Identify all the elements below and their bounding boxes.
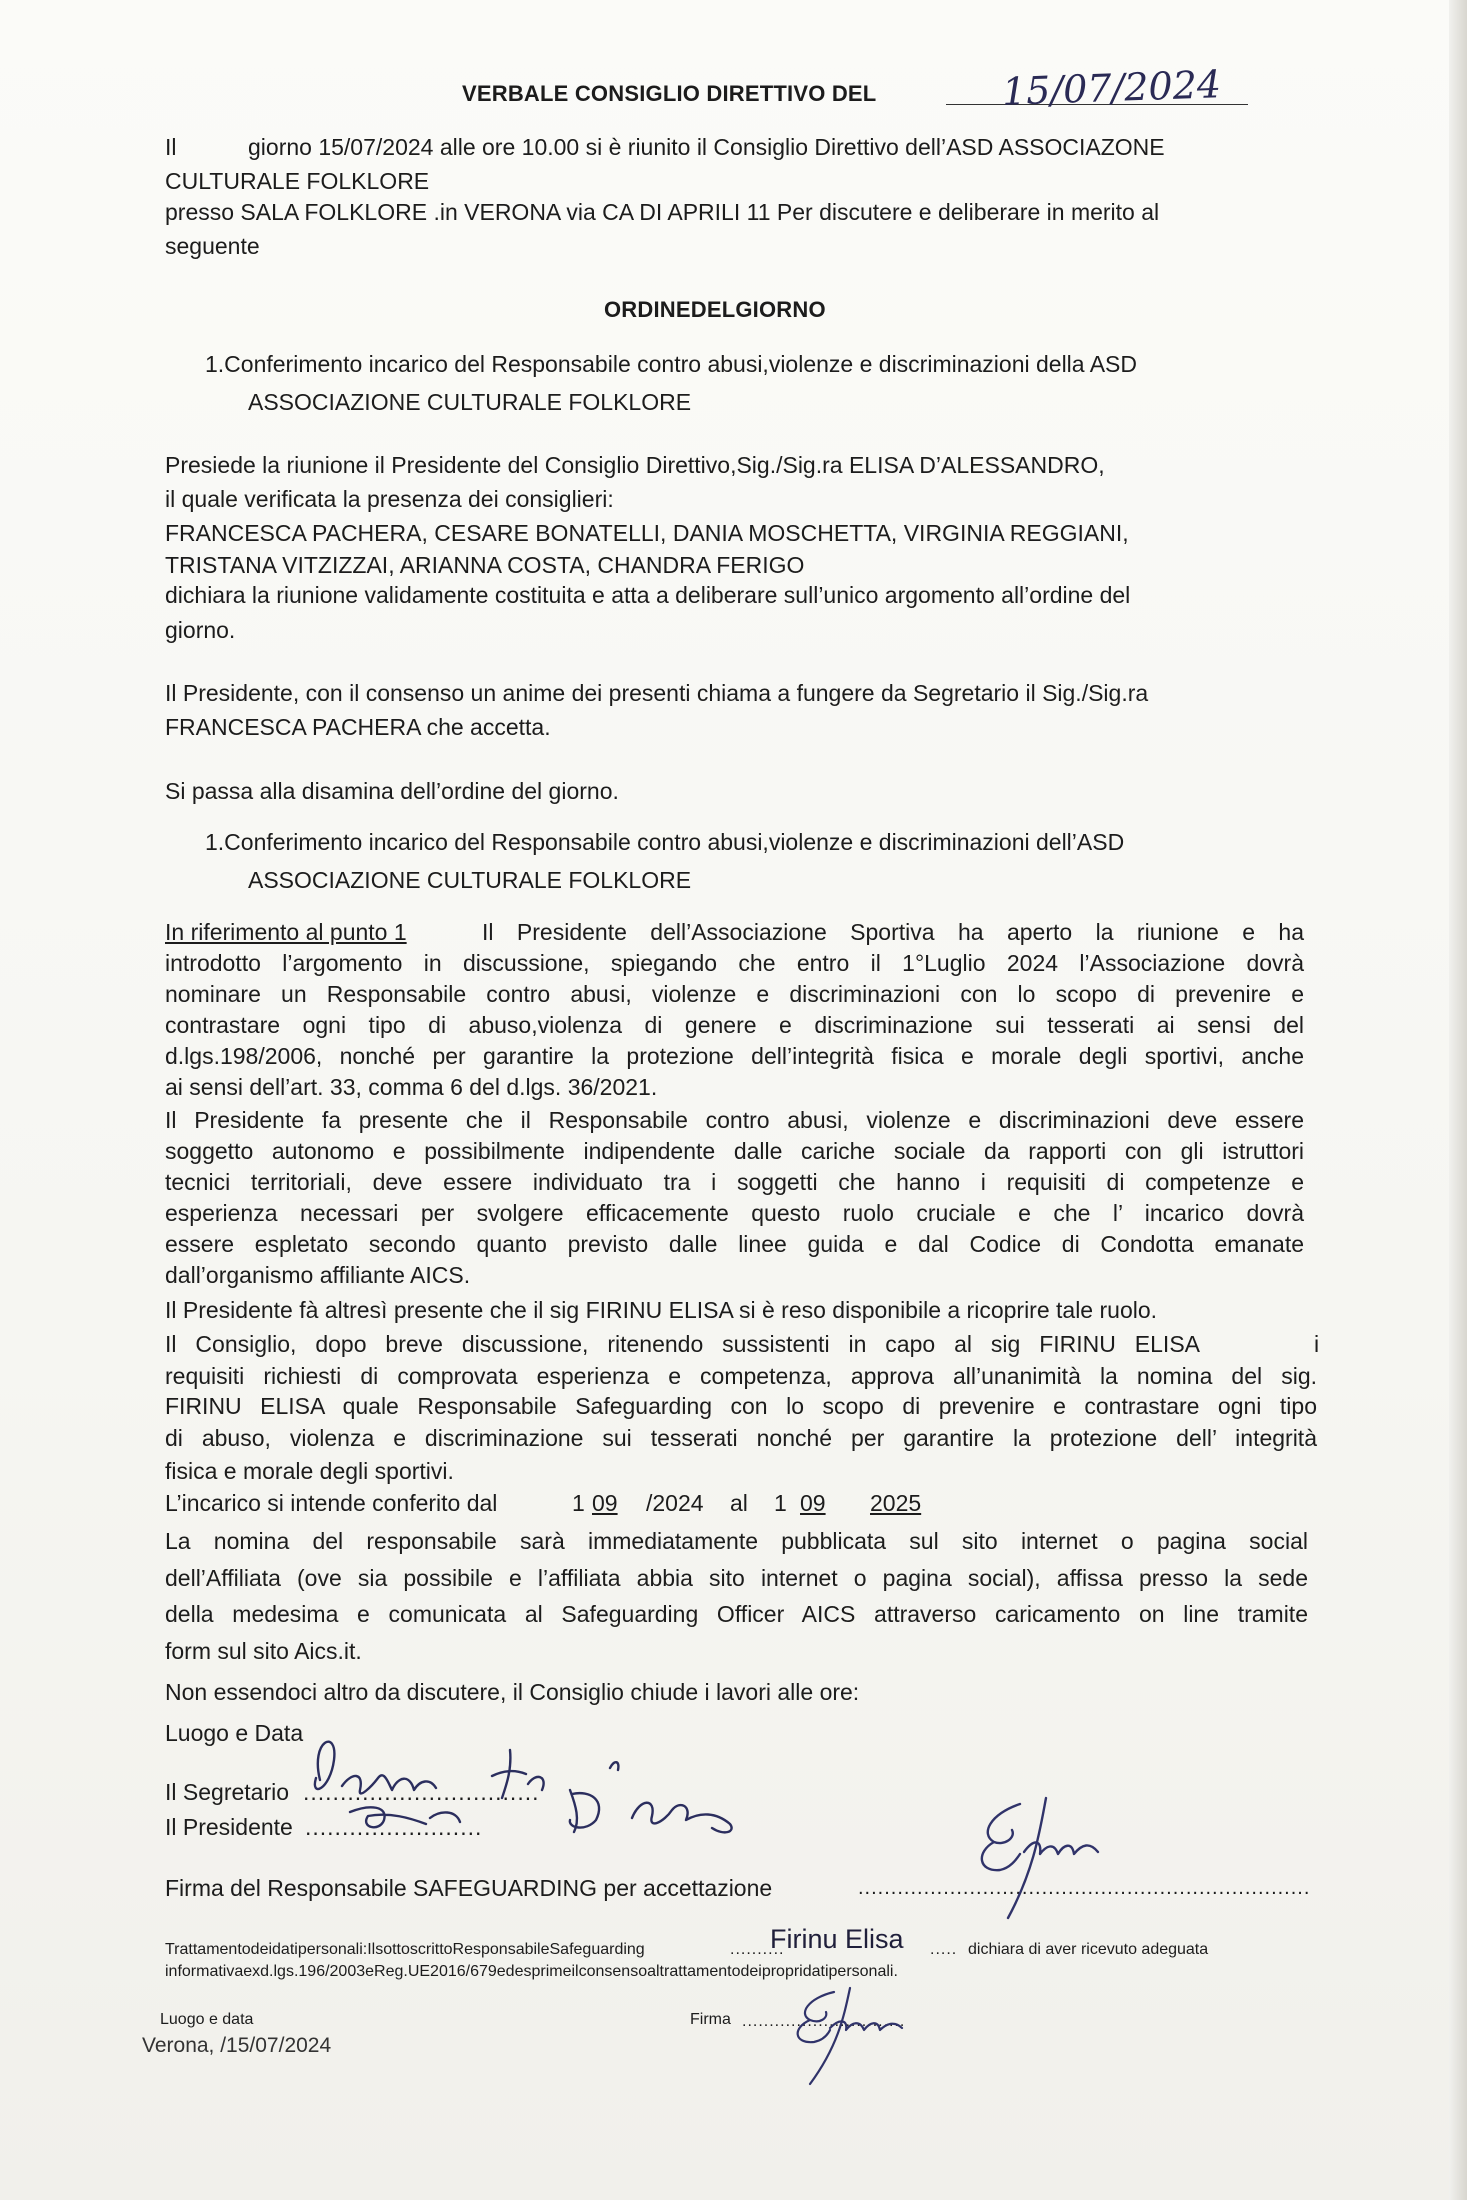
privacy-name-dots-right: ..... [930, 1941, 958, 1958]
privacy-line-2: informativaexd.lgs.196/2003eReg.UE2016/679edesprimeilconsensoaltrattamentodeipropridatipersonali. [165, 1963, 898, 1980]
agenda-repeat-line-1: 1.Conferimento incarico del Responsabile contro abusi,violenze e discriminazioni dell’ASD [205, 829, 1125, 855]
point-1-reference: In riferimento al punto 1 [165, 919, 407, 945]
point-1-line-13: Il Presidente fà altresì presente che il sig FIRINU ELISA si è reso disponibile a ricoprire tale ruolo. [165, 1297, 1158, 1323]
point-1-line-8: soggetto autonomo e possibilmente indipendente dalle cariche sociale da rapporti con gli istruttori [165, 1138, 1304, 1164]
publication-line-4: form sul sito Aics.it. [165, 1638, 362, 1664]
point-1-line-11: essere espletato secondo quanto previsto dalle linee guida e dal Codice di Condotta emanate [165, 1231, 1304, 1257]
footer-place-value: Verona, /15/07/2024 [142, 2034, 332, 2057]
place-date-label: Luogo e Data [165, 1720, 304, 1746]
secretary-line-1: Il Presidente, con il consenso un anime dei presenti chiama a fungere da Segretario il Sig./Sig.ra [165, 680, 1149, 706]
president-signature-label: Il Presidente [165, 1814, 293, 1840]
intro-line-2: CULTURALE FOLKLORE [165, 168, 430, 194]
term-from-day: 1 [572, 1490, 585, 1516]
secretary-line-2: FRANCESCA PACHERA che accetta. [165, 714, 551, 740]
intro-line-1a: Il [165, 134, 177, 160]
point-1-line-12: dall’organismo affiliante AICS. [165, 1262, 471, 1288]
footer-sign-dots: .............................. [742, 2013, 906, 2030]
privacy-responsible-name: Firinu Elisa [770, 1924, 904, 1954]
presidency-line-2: il quale verificata la presenza dei consiglieri: [165, 486, 614, 512]
safeguarding-signature-label: Firma del Responsabile SAFEGUARDING per accettazione [165, 1875, 773, 1901]
point-1-line-14a: Il Consiglio, dopo breve discussione, ritenendo sussistenti in capo al sig FIRINU ELISA [165, 1331, 1200, 1357]
term-to-year: 2025 [870, 1490, 922, 1516]
point-1-line-15: requisiti richiesti di comprovata esperienza e competenza, approva all’unanimità la nomina del sig. [165, 1363, 1317, 1389]
presidency-line-5: dichiara la riunione validamente costituita e atta a deliberare sull’unico argomento all’ordine del [165, 582, 1131, 608]
secretary-president-signatures [280, 1720, 760, 1850]
secretary-signature-dots: ................................ [303, 1779, 540, 1805]
term-to-day: 1 [774, 1490, 787, 1516]
publication-line-2: dell’Affiliata (ove sia possibile e l’affiliata abbia sito internet o pagina social), affissa presso la sede [165, 1565, 1308, 1591]
point-1-line-10: esperienza necessari per svolgere efficacemente questo ruolo cruciale e che l’ incarico dovrà [165, 1200, 1304, 1226]
footer-signature [770, 1980, 950, 2090]
privacy-line-1a: Trattamentodeidatipersonali:IlsottoscrittoResponsabileSafeguarding [165, 1941, 645, 1958]
footer-sign-label: Firma [690, 2011, 731, 2028]
point-1-line-6: ai sensi dell’art. 33, comma 6 del d.lgs. 36/2021. [165, 1074, 658, 1100]
safeguarding-signature [950, 1790, 1170, 1920]
point-1-line-14b: i [1314, 1331, 1320, 1357]
privacy-line-1b: dichiara di aver ricevuto adeguata [968, 1941, 1209, 1958]
handwritten-date: 15/07/2024 [1001, 62, 1222, 114]
point-1-line-1: Il Presidente dell’Associazione Sportiva ha aperto la riunione e ha [482, 919, 1304, 945]
intro-line-4: seguente [165, 233, 260, 259]
term-prefix: L’incarico si intende conferito dal [165, 1490, 498, 1516]
footer-place-label: Luogo e data [160, 2011, 254, 2028]
point-1-line-18: fisica e morale degli sportivi. [165, 1458, 454, 1484]
point-1-line-5: d.lgs.198/2006, nonché per garantire la protezione dell’integrità fisica e morale degli sportivi, anche [165, 1043, 1304, 1069]
point-1-line-4: contrastare ogni tipo di abuso,violenza di genere e discriminazione sui tesserati ai sensi del [165, 1012, 1304, 1038]
closing-line: Non essendoci altro da discutere, il Consiglio chiude i lavori alle ore: [165, 1679, 860, 1705]
intro-line-1b: giorno 15/07/2024 alle ore 10.00 si è riunito il Consiglio Direttivo dell’ASD ASSOCIAZONE [248, 134, 1165, 160]
point-1-line-3: nominare un Responsabile contro abusi, violenze e discriminazioni con lo scopo di prevenire e [165, 981, 1304, 1007]
agenda-item-1-line-1: 1.Conferimento incarico del Responsabile contro abusi,violenze e discriminazioni della ASD [205, 351, 1137, 377]
term-from-year: /2024 [646, 1490, 704, 1516]
presidency-line-6: giorno. [165, 617, 236, 643]
document-title: VERBALE CONSIGLIO DIRETTIVO DEL [462, 81, 877, 106]
review-line: Si passa alla disamina dell’ordine del giorno. [165, 778, 619, 804]
secretary-signature-label: Il Segretario [165, 1779, 290, 1805]
presidency-line-4: TRISTANA VITZIZZAI, ARIANNA COSTA, CHANDRA FERIGO [165, 552, 805, 578]
term-from-month: 09 [592, 1490, 618, 1516]
point-1-line-9: tecnici territoriali, deve essere individuato tra i soggetti che hanno i requisiti di competenze e [165, 1169, 1304, 1195]
page-edge-shadow [1449, 0, 1467, 2200]
point-1-line-7: Il Presidente fa presente che il Responsabile contro abusi, violenze e discriminazioni deve essere [165, 1107, 1304, 1133]
presidency-line-3: FRANCESCA PACHERA, CESARE BONATELLI, DANIA MOSCHETTA, VIRGINIA REGGIANI, [165, 520, 1129, 546]
term-to-month: 09 [800, 1490, 826, 1516]
term-al: al [730, 1490, 748, 1516]
point-1-line-17: di abuso, violenza e discriminazione sui tesserati nonché per garantire la protezione dell’ integrità [165, 1425, 1317, 1451]
privacy-name-dots-left: .......... [730, 1941, 785, 1958]
agenda-item-1-line-2: ASSOCIAZIONE CULTURALE FOLKLORE [248, 389, 692, 415]
point-1-line-16: FIRINU ELISA quale Responsabile Safeguarding con lo scopo di prevenire e contrastare ogni tipo [165, 1393, 1317, 1419]
presidency-line-1: Presiede la riunione il Presidente del Consiglio Direttivo,Sig./Sig.ra ELISA D’ALESSANDRO, [165, 452, 1105, 478]
president-signature-dots: ........................ [305, 1814, 483, 1840]
publication-line-3: della medesima e comunicata al Safeguarding Officer AICS attraverso caricamento on line tramite [165, 1601, 1308, 1627]
agenda-repeat-line-2: ASSOCIAZIONE CULTURALE FOLKLORE [248, 867, 692, 893]
publication-line-1: La nomina del responsabile sarà immediatamente pubblicata sul sito internet o pagina social [165, 1528, 1308, 1554]
agenda-heading: ORDINEDELGIORNO [604, 297, 826, 322]
point-1-line-2: introdotto l’argomento in discussione, spiegando che entro il 1°Luglio 2024 l’Associazione dovrà [165, 950, 1304, 976]
safeguarding-signature-dots: ..................................................................... [858, 1877, 1311, 1899]
intro-line-3: presso SALA FOLKLORE .in VERONA via CA DI APRILI 11 Per discutere e deliberare in merito al [165, 199, 1160, 225]
